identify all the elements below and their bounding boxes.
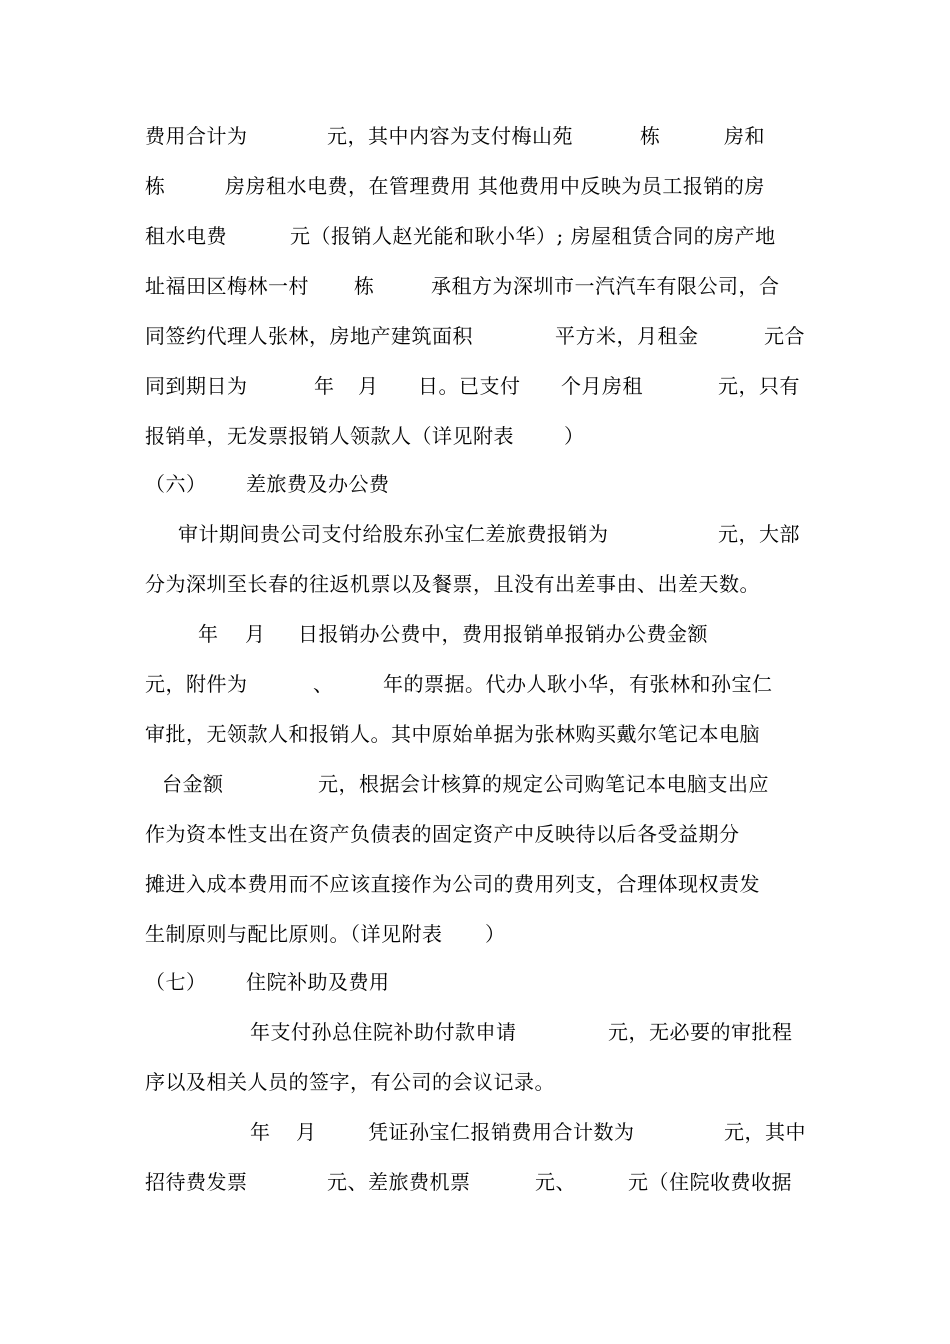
text-segment: 年的票据。代办人耿小华，有张林和孙宝仁 (383, 672, 773, 696)
section-heading (0, 968, 950, 996)
text-segment: 月 (296, 1120, 317, 1144)
text-segment: 费用合计为 (145, 124, 248, 148)
text-segment: 元、 (535, 1170, 576, 1194)
text-segment: 审计期间贵公司支付给股东孙宝仁差旅费报销为 (178, 522, 609, 546)
text-segment: 同到期日为 (145, 374, 248, 398)
text-line (0, 870, 950, 898)
text-segment: 元，其中内容为支付梅山苑 (327, 124, 573, 148)
section-heading (0, 470, 950, 498)
text-segment: 年 (314, 374, 335, 398)
text-line (0, 422, 950, 450)
text-line (0, 670, 950, 698)
text-segment: 租水电费 (145, 224, 227, 248)
text-line (0, 720, 950, 748)
section-title: 差旅费及办公费 (246, 472, 390, 496)
text-line (0, 1018, 950, 1046)
text-segment: 月 (245, 622, 266, 646)
text-line (0, 1068, 950, 1096)
text-segment: 元，附件为 (145, 672, 248, 696)
text-segment: ） (564, 424, 585, 448)
text-segment: 分为深圳至长春的往返机票以及餐票，且没有出差事由、出差天数。 (145, 572, 760, 596)
text-segment: 审批，无领款人和报销人。其中原始单据为张林购买戴尔笔记本电脑 (145, 722, 760, 746)
text-segment: 作为资本性支出在资产负债表的固定资产中反映待以后各受益期分 (145, 822, 740, 846)
text-segment: 序以及相关人员的签字，有公司的会议记录。 (145, 1070, 555, 1094)
text-segment: 元合 (764, 324, 805, 348)
text-segment: 元（报销人赵光能和耿小华）; 房屋租赁合同的房产地 (290, 224, 776, 248)
text-segment: 年支付孙总住院补助付款申请 (250, 1020, 517, 1044)
text-segment: 年 (250, 1120, 271, 1144)
text-line (0, 122, 950, 150)
text-segment: 同签约代理人张林，房地产建筑面积 (145, 324, 473, 348)
text-segment: 房房租水电费，在管理费用 其他费用中反映为员工报销的房 (225, 174, 765, 198)
text-segment: 月 (358, 374, 379, 398)
text-segment: 年 (198, 622, 219, 646)
text-segment: 日报销办公费中，费用报销单报销办公费金额 (298, 622, 708, 646)
text-line (0, 620, 950, 648)
text-segment: 址福田区梅林一村 (145, 274, 309, 298)
text-line (0, 322, 950, 350)
text-segment: 栋 (145, 174, 166, 198)
text-segment: 台金额 (162, 772, 224, 796)
text-segment: ） (485, 922, 506, 946)
text-segment: 日。已支付 (418, 374, 521, 398)
section-number: （六） (145, 472, 207, 496)
text-line (0, 520, 950, 548)
section-title: 住院补助及费用 (246, 970, 390, 994)
text-line (0, 1118, 950, 1146)
text-line (0, 372, 950, 400)
text-line (0, 820, 950, 848)
text-line (0, 1168, 950, 1196)
text-segment: 元，无必要的审批程 (608, 1020, 793, 1044)
text-segment: 元（住院收费收据 (628, 1170, 792, 1194)
text-segment: 承租方为深圳市一汽汽车有限公司，合 (431, 274, 780, 298)
text-segment: 生制原则与配比原则。（详见附表 (145, 922, 443, 946)
text-line (0, 172, 950, 200)
text-segment: 栋 (640, 124, 661, 148)
text-segment: 招待费发票 (145, 1170, 248, 1194)
text-segment: 元，只有 (718, 374, 800, 398)
text-segment: 、 (313, 672, 334, 696)
text-segment: 元，其中 (724, 1120, 806, 1144)
text-line (0, 770, 950, 798)
text-segment: 平方米，月租金 (555, 324, 699, 348)
text-segment: 栋 (354, 274, 375, 298)
text-segment: 房和 (724, 124, 765, 148)
text-segment: 元、差旅费机票 (327, 1170, 471, 1194)
text-line (0, 272, 950, 300)
section-number: （七） (145, 970, 207, 994)
text-segment: 报销单，无发票报销人领款人（详见附表 (145, 424, 514, 448)
text-line (0, 570, 950, 598)
text-segment: 摊进入成本费用而不应该直接作为公司的费用列支，合理体现权责发 (145, 872, 760, 896)
text-segment: 元，大部 (718, 522, 800, 546)
text-segment: 元，根据会计核算的规定公司购笔记本电脑支出应 (318, 772, 769, 796)
text-line (0, 920, 950, 948)
text-segment: 凭证孙宝仁报销费用合计数为 (368, 1120, 635, 1144)
text-segment: 个月房租 (561, 374, 643, 398)
text-line (0, 222, 950, 250)
